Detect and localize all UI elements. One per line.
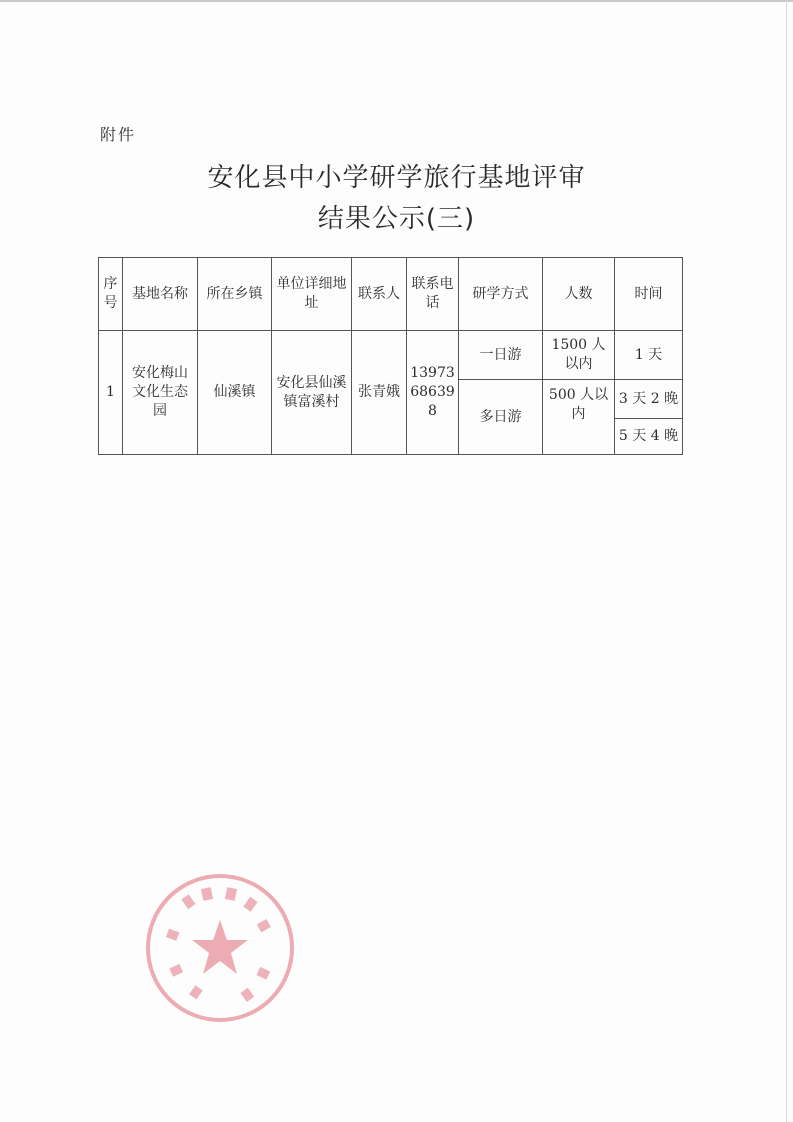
cell-index: 1: [99, 331, 123, 455]
cell-study-mode-2: 多日游: [459, 380, 543, 455]
header-capacity: 人数: [543, 258, 615, 331]
header-duration: 时间: [615, 258, 683, 331]
cell-capacity-2: 500 人以内: [543, 380, 615, 455]
header-base-name: 基地名称: [123, 258, 198, 331]
cell-contact: 张青娥: [352, 331, 407, 455]
cell-base-name: 安化梅山文化生态园: [123, 331, 198, 455]
cell-duration-3: 5 天 4 晚: [615, 419, 683, 455]
table-row: [99, 331, 683, 380]
header-town: 所在乡镇: [198, 258, 272, 331]
cell-address: 安化县仙溪镇富溪村: [272, 331, 352, 455]
cell-capacity-1: 1500 人以内: [543, 331, 615, 380]
header-index: 序号: [99, 258, 123, 331]
header-study-mode: 研学方式: [459, 258, 543, 331]
attachment-label: 附件: [100, 125, 137, 144]
document-title-line1: 安化县中小学研学旅行基地评审: [207, 163, 586, 193]
cell-study-mode-1: 一日游: [459, 331, 543, 380]
star-icon: [192, 920, 248, 974]
header-phone: 联系电话: [407, 258, 459, 331]
header-address: 单位详细地址: [272, 258, 352, 331]
cell-phone: 13973686398: [407, 331, 459, 455]
cell-duration-2: 3 天 2 晚: [615, 380, 683, 419]
header-contact: 联系人: [352, 258, 407, 331]
table-header-row: [99, 258, 683, 331]
official-seal: [140, 868, 300, 1028]
cell-duration-1: 1 天: [615, 331, 683, 380]
result-table: [98, 257, 683, 455]
scan-top-edge: [0, 0, 793, 2]
cell-town: 仙溪镇: [198, 331, 272, 455]
document-title-line2: 结果公示(三): [317, 204, 476, 234]
